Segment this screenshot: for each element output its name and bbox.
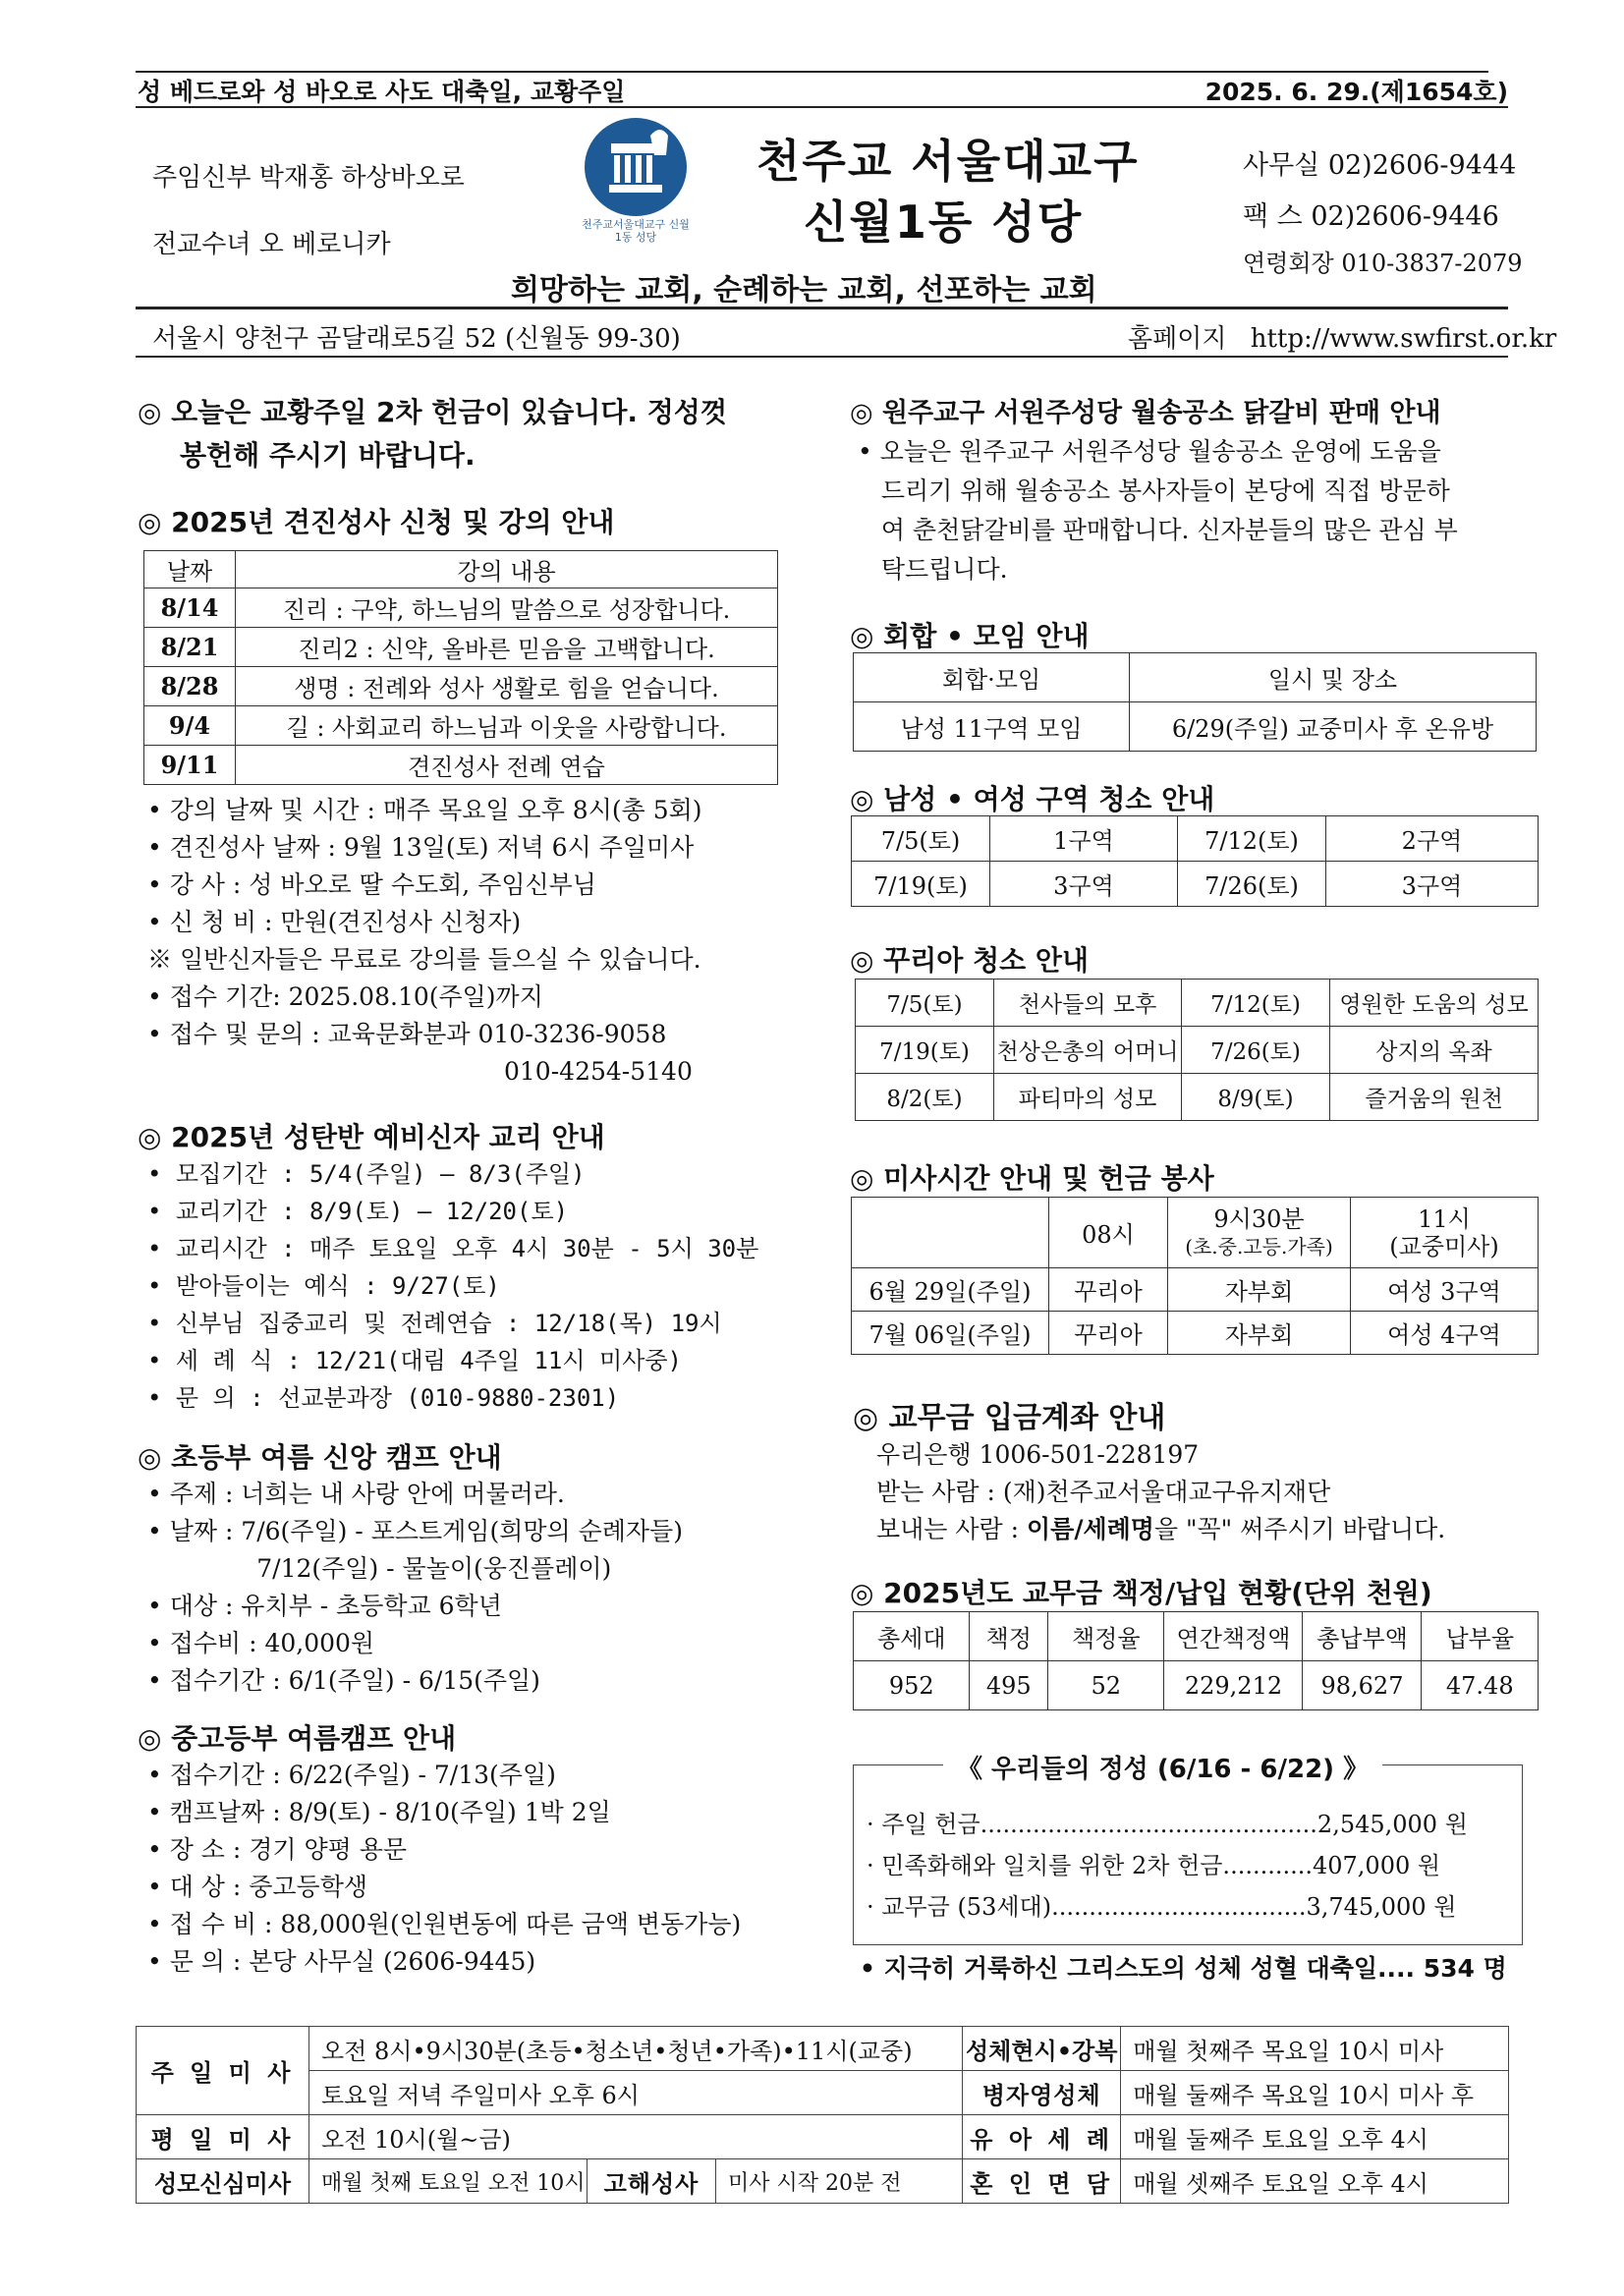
- list-item: • 오늘은 원주교구 서원주성당 월송공소 운영에 도움을: [858, 437, 1441, 466]
- mass-offering-title: ◎ 미사시간 안내 및 헌금 봉사: [850, 1162, 1214, 1195]
- table-cell: 꾸리아: [1049, 1312, 1168, 1355]
- pastor-name: 주임신부 박재홍 하상바오로: [152, 163, 465, 193]
- mass-schedule-table: [136, 2026, 1509, 2204]
- table-cell: 9/4: [144, 706, 236, 746]
- table-header: [1351, 1198, 1539, 1268]
- list-item: • 장 소 : 경기 양평 용문: [147, 1835, 408, 1864]
- office-phone: 사무실 02)2606-9444: [1243, 150, 1517, 181]
- district-clean-title: ◎ 남성 • 여성 구역 청소 안내: [850, 783, 1215, 815]
- list-item: 드리기 위해 월송공소 봉사자들이 본당에 직접 방문하: [858, 476, 1450, 505]
- homepage-link[interactable]: http://www.swfirst.or.kr: [1250, 324, 1557, 354]
- sender-note: 을 "꼭" 써주시기 바랍니다.: [1153, 1515, 1446, 1543]
- address-rule: [136, 356, 1508, 358]
- youth-camp-info: [147, 1757, 741, 1981]
- list-item: · 주일 헌금.............................................2,545,000 원: [867, 1811, 1468, 1838]
- list-item: • 받아들이는 예식 : 9/27(토): [147, 1272, 500, 1300]
- confirmation-title: ◎ 2025년 견진성사 신청 및 강의 안내: [138, 506, 615, 538]
- sunday-mass-label: 주 일 미 사: [137, 2027, 309, 2115]
- table-header: 회합·모임: [854, 653, 1130, 702]
- logo-caption: 천주교서울대교구 신월1동 성당: [582, 218, 690, 244]
- top-underline: [136, 106, 1508, 108]
- header-line: (교중미사): [1389, 1232, 1499, 1260]
- infant-baptism-value: 매월 둘째주 토요일 오후 4시: [1121, 2115, 1509, 2159]
- curia-clean-table: [855, 979, 1539, 1121]
- table-cell: 8/14: [144, 588, 236, 628]
- table-cell: 1구역: [990, 816, 1178, 862]
- meeting-title: ◎ 회합 • 모임 안내: [850, 620, 1090, 652]
- table-cell: 9/11: [144, 746, 236, 785]
- header-line: (초.중.고등.가족): [1185, 1234, 1333, 1259]
- table-cell: 8/21: [144, 628, 236, 667]
- table-cell: 꾸리아: [1049, 1268, 1168, 1312]
- table-cell: 229,212: [1164, 1661, 1303, 1710]
- offering-list: [867, 1804, 1468, 1928]
- list-item: • 교리시간 : 매주 토요일 오후 4시 30분 - 5시 30분: [147, 1235, 759, 1262]
- list-item: • 견진성사 날짜 : 9월 13일(토) 저녁 6시 주일미사: [147, 833, 695, 862]
- table-cell: 남성 11구역 모임: [854, 702, 1130, 752]
- list-item: • 문 의 : 본당 사무실 (2606-9445): [147, 1947, 536, 1976]
- parish-title-line2: 신월1동 성당: [804, 196, 1084, 249]
- table-cell: 여성 4구역: [1351, 1312, 1539, 1355]
- dues-table: [853, 1611, 1539, 1710]
- district-clean-table: [851, 815, 1539, 907]
- list-item: [876, 1511, 1445, 1548]
- elementary-camp-info: [147, 1476, 683, 1700]
- infant-baptism-label: 유 아 세 례: [963, 2115, 1121, 2159]
- sick-communion-value: 매월 둘째주 목요일 10시 미사 후: [1121, 2071, 1509, 2115]
- list-item: • 문 의 : 선교분과장 (010-9880-2301): [147, 1384, 620, 1412]
- weekday-mass-value: 오전 10시(월~금): [309, 2115, 963, 2159]
- catechumen-title: ◎ 2025년 성탄반 예비신자 교리 안내: [138, 1121, 605, 1153]
- table-cell: 견진성사 전례 연습: [236, 746, 778, 785]
- list-item: • 신 청 비 : 만원(견진성사 신청자): [147, 908, 522, 936]
- catechumen-info: [147, 1155, 758, 1417]
- list-item: • 접수기간 : 6/22(주일) - 7/13(주일): [147, 1761, 556, 1789]
- sender-name: 이름/세례명: [1027, 1515, 1154, 1543]
- table-cell: 상지의 옥좌: [1330, 1027, 1539, 1074]
- nun-name: 전교수녀 오 베로니카: [152, 230, 391, 259]
- table-cell: 6/29(주일) 교중미사 후 온유방: [1130, 702, 1537, 752]
- account-info: [876, 1436, 1445, 1548]
- table-header: [852, 1198, 1049, 1268]
- homepage-label: 홈페이지: [1128, 324, 1227, 354]
- list-item: • 대 상 : 중고등학생: [147, 1873, 368, 1901]
- list-item: • 날짜 : 7/6(주일) - 포스트게임(희망의 순례자들): [147, 1517, 683, 1545]
- table-cell: 즐거움의 원천: [1330, 1074, 1539, 1121]
- confirmation-info: [147, 792, 702, 1091]
- table-cell: 7/26(토): [1182, 1027, 1330, 1074]
- weekday-mass-label: 평 일 미 사: [137, 2115, 309, 2159]
- marian-mass-value: 매월 첫째 토요일 오전 10시: [309, 2159, 588, 2204]
- sunday-mass-line2: 토요일 저녁 주일미사 오후 6시: [309, 2071, 963, 2115]
- mass-offering-table: [851, 1197, 1539, 1355]
- table-header: 책정율: [1048, 1612, 1164, 1661]
- list-item: • 접수 및 문의 : 교육문화분과 010-3236-9058: [147, 1020, 667, 1048]
- table-cell: 495: [970, 1661, 1048, 1710]
- meeting-table: [853, 652, 1537, 752]
- fax-number: 팩 스 02)2606-9446: [1243, 201, 1499, 232]
- sick-communion-label: 병자영성체: [963, 2071, 1121, 2115]
- feast-title: 성 베드로와 성 바오로 사도 대축일, 교황주일: [138, 78, 626, 106]
- table-cell: 7/12(토): [1182, 980, 1330, 1027]
- chair-phone: 연령회장 010-3837-2079: [1243, 250, 1523, 277]
- list-item: • 강 사 : 성 바오로 딸 수도회, 주임신부님: [147, 870, 596, 899]
- list-item: • 교리기간 : 8/9(토) – 12/20(토): [147, 1198, 569, 1225]
- table-cell: 2구역: [1326, 816, 1539, 862]
- galbi-info: [858, 432, 1458, 589]
- issue-date: 2025. 6. 29.(제1654호): [1204, 78, 1508, 106]
- list-item: 받는 사람 : (재)천주교서울대교구유지재단: [876, 1478, 1331, 1506]
- table-cell: 길 : 사회교리 하느님과 이웃을 사랑합니다.: [236, 706, 778, 746]
- list-item: 010-4254-5140: [504, 1057, 693, 1086]
- table-header: [1168, 1198, 1351, 1268]
- table-cell: 47.48: [1422, 1661, 1539, 1710]
- table-cell: 8/28: [144, 667, 236, 706]
- table-cell: 8/2(토): [856, 1074, 994, 1121]
- confession-value: 미사 시작 20분 전: [716, 2159, 963, 2204]
- sunday-mass-line1: 오전 8시•9시30분(초등•청소년•청년•가족)•11시(교중): [309, 2027, 963, 2071]
- account-title: ◎ 교무금 입금계좌 안내: [853, 1401, 1166, 1435]
- adoration-label: 성체현시•강복: [963, 2027, 1121, 2071]
- table-cell: 8/9(토): [1182, 1074, 1330, 1121]
- list-item: · 교무금 (53세대)..................................3,745,000 원: [867, 1893, 1457, 1921]
- table-cell: 영원한 도움의 성모: [1330, 980, 1539, 1027]
- list-item: 우리은행 1006-501-228197: [876, 1440, 1200, 1469]
- list-item: ※ 일반신자들은 무료로 강의를 들으실 수 있습니다.: [147, 945, 701, 974]
- header-line: 11시: [1418, 1204, 1471, 1233]
- parish-title-line1: 천주교 서울대교구: [756, 135, 1140, 188]
- elementary-camp-title: ◎ 초등부 여름 신앙 캠프 안내: [138, 1441, 502, 1474]
- feast-attendance: • 지극히 거룩하신 그리스도의 성체 성혈 대축일.... 534 명: [860, 1954, 1507, 1983]
- table-cell: 7/19(토): [856, 1027, 994, 1074]
- table-header: 총세대: [854, 1612, 970, 1661]
- parish-logo: [582, 116, 690, 244]
- list-item: 탁드립니다.: [858, 555, 1008, 584]
- list-item: • 접수 기간: 2025.08.10(주일)까지: [147, 982, 543, 1011]
- list-item: • 신부님 집중교리 및 전례연습 : 12/18(목) 19시: [147, 1310, 722, 1337]
- list-item: • 모집기간 : 5/4(주일) – 8/3(주일): [147, 1160, 586, 1188]
- table-cell: 3구역: [990, 862, 1178, 907]
- homepage: [1128, 318, 1556, 355]
- header-rule: [136, 307, 1508, 309]
- table-cell: 7/19(토): [852, 862, 990, 907]
- list-item: • 주제 : 너희는 내 사랑 안에 머물러라.: [147, 1480, 565, 1508]
- galbi-title: ◎ 원주교구 서원주성당 월송공소 닭갈비 판매 안내: [850, 398, 1441, 428]
- table-cell: 자부회: [1168, 1312, 1351, 1355]
- table-cell: 생명 : 전례와 성사 생활로 힘을 얻습니다.: [236, 667, 778, 706]
- list-item: • 대상 : 유치부 - 초등학교 6학년: [147, 1592, 502, 1620]
- sender-label: 보내는 사람 :: [876, 1515, 1028, 1543]
- adoration-value: 매월 첫째주 목요일 10시 미사: [1121, 2027, 1509, 2071]
- dues-title: ◎ 2025년도 교무금 책정/납입 현황(단위 천원): [850, 1577, 1432, 1609]
- list-item: • 접수기간 : 6/1(주일) - 6/15(주일): [147, 1666, 540, 1695]
- confirmation-table: [143, 550, 778, 785]
- table-header: 일시 및 장소: [1130, 653, 1537, 702]
- list-item: 7/12(주일) - 물놀이(웅진플레이): [147, 1554, 612, 1583]
- table-cell: 천상은총의 어머니: [994, 1027, 1182, 1074]
- table-cell: 진리 : 구약, 하느님의 말씀으로 성장합니다.: [236, 588, 778, 628]
- table-cell: 파티마의 성모: [994, 1074, 1182, 1121]
- list-item: • 접수비 : 40,000원: [147, 1629, 375, 1657]
- table-cell: 진리2 : 신약, 올바른 믿음을 고백합니다.: [236, 628, 778, 667]
- table-cell: 7/26(토): [1178, 862, 1326, 907]
- offering-title: 《 우리들의 정성 (6/16 - 6/22) 》: [943, 1749, 1382, 1785]
- marian-mass-label: 성모신심미사: [137, 2159, 309, 2204]
- table-cell: 952: [854, 1661, 970, 1710]
- confession-label: 고해성사: [588, 2159, 716, 2204]
- table-header: 08시: [1049, 1198, 1168, 1268]
- list-item: • 접 수 비 : 88,000원(인원변동에 따른 금액 변동가능): [147, 1910, 742, 1938]
- parish-slogan: 희망하는 교회, 순례하는 교회, 선포하는 교회: [511, 273, 1097, 308]
- notice-offering: ◎ 오늘은 교황주일 2차 헌금이 있습니다. 정성껏: [138, 396, 727, 428]
- table-cell: 98,627: [1303, 1661, 1422, 1710]
- table-header: 날짜: [144, 551, 236, 588]
- table-cell: 여성 3구역: [1351, 1268, 1539, 1312]
- list-item: • 세 례 식 : 12/21(대림 4주일 11시 미사중): [147, 1347, 683, 1374]
- table-cell: 자부회: [1168, 1268, 1351, 1312]
- curia-clean-title: ◎ 꾸리아 청소 안내: [850, 944, 1090, 977]
- marriage-value: 매월 셋째주 토요일 오후 4시: [1121, 2159, 1509, 2204]
- table-header: 납부율: [1422, 1612, 1539, 1661]
- table-cell: 7월 06일(주일): [852, 1312, 1049, 1355]
- table-header: 강의 내용: [236, 551, 778, 588]
- table-cell: 천사들의 모후: [994, 980, 1182, 1027]
- marriage-label: 혼 인 면 담: [963, 2159, 1121, 2204]
- list-item: 여 춘천닭갈비를 판매합니다. 신자분들의 많은 관심 부: [858, 516, 1458, 544]
- list-item: · 민족화해와 일치를 위한 2차 헌금............407,000 원: [867, 1852, 1441, 1879]
- parish-address: 서울시 양천구 곰달래로5길 52 (신월동 99-30): [152, 324, 681, 354]
- table-header: 책정: [970, 1612, 1048, 1661]
- youth-camp-title: ◎ 중고등부 여름캠프 안내: [138, 1722, 457, 1755]
- list-item: • 캠프날짜 : 8/9(토) - 8/10(주일) 1박 2일: [147, 1798, 611, 1826]
- list-item: • 강의 날짜 및 시간 : 매주 목요일 오후 8시(총 5회): [147, 796, 702, 824]
- table-cell: 7/12(토): [1178, 816, 1326, 862]
- table-cell: 7/5(토): [856, 980, 994, 1027]
- header-line: 9시30분: [1213, 1204, 1305, 1233]
- table-cell: 7/5(토): [852, 816, 990, 862]
- table-cell: 3구역: [1326, 862, 1539, 907]
- table-cell: 6월 29일(주일): [852, 1268, 1049, 1312]
- top-bar: [138, 73, 1508, 104]
- table-header: 연간책정액: [1164, 1612, 1303, 1661]
- table-cell: 52: [1048, 1661, 1164, 1710]
- notice-offering-2: 봉헌해 주시기 바랍니다.: [180, 439, 476, 472]
- table-header: 총납부액: [1303, 1612, 1422, 1661]
